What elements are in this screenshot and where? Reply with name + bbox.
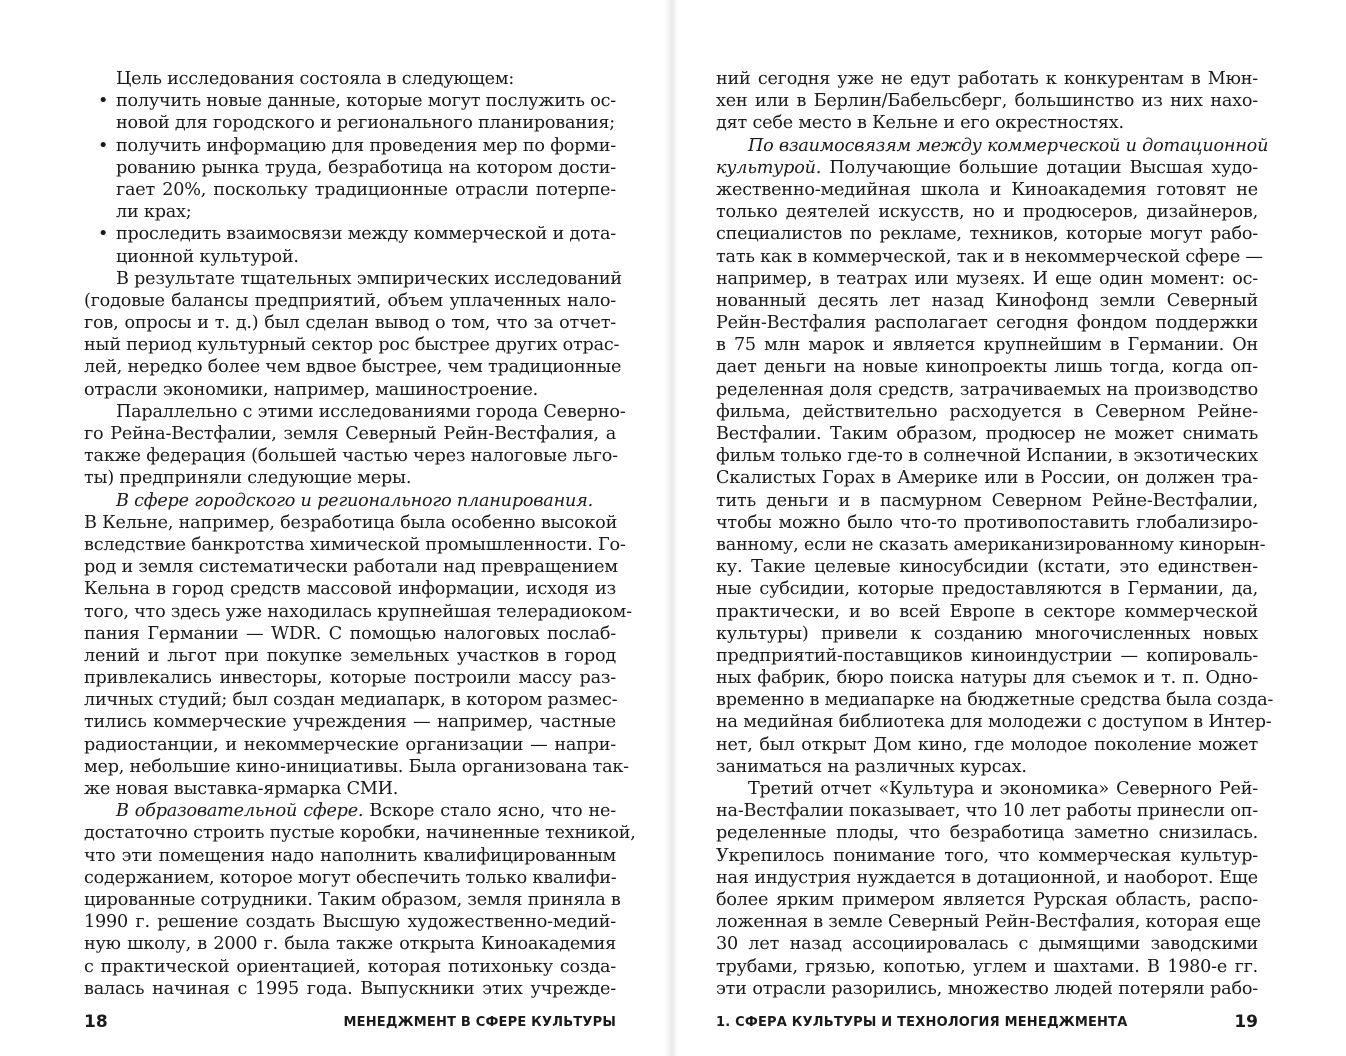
text-line: гов, опросы и т. д.) был сделан вывод о том, что за отчет- xyxy=(84,313,616,334)
text-line: только деятелей искусств, но и продюсеров, дизайнеров, xyxy=(716,202,1258,223)
text-line: специалистов по рекламе, техников, которые могут рабо- xyxy=(716,224,1258,245)
text-line: лений и льгот при покупке земельных участков в город xyxy=(84,645,616,666)
left-page-footer xyxy=(84,1012,616,1036)
text-line: ложенная в земле Северный Рейн-Вестфалия, которая еще xyxy=(716,912,1261,933)
text-line: же новая выставка-ярмарка СМИ. xyxy=(84,779,399,799)
page-number: 18 xyxy=(84,1012,108,1032)
text-line: нованный десять лет назад Кинофонд земли Северный xyxy=(716,290,1258,311)
text-line: цированные сотрудники. Таким образом, земля приняла в xyxy=(84,889,621,910)
line-rest: Получающие большие дотации Высшая худо- xyxy=(821,157,1258,178)
text-line: ная индустрия нуждается в дотационной, и наоборот. Еще xyxy=(716,867,1258,888)
text-line: культуры) привели к созданию многочисленных новых xyxy=(716,623,1258,644)
text-line: го Рейна-Вестфалии, земля Северный Рейн-Вестфалия, а xyxy=(84,424,616,444)
text-line: В сфере городского и регионального планирования. xyxy=(116,490,593,511)
text-line: (годовые балансы предприятий, объем уплаченных нало- xyxy=(84,290,616,311)
text-line: отрасли экономики, например, машиностроение. xyxy=(84,379,539,400)
text-line: мер, небольшие кино-инициативы. Была организована так- xyxy=(84,756,629,777)
text-line: 30 лет назад ассоциировалась с дымящими заводскими xyxy=(716,934,1258,955)
text-line: гает 20%, поскольку традиционные отрасли потерпе- xyxy=(116,179,616,200)
text-line: того, что здесь уже находилась крупнейшая телерадиоком- xyxy=(84,601,632,622)
text-line: с практической ориентацией, которая потихоньку созда- xyxy=(84,956,616,977)
text-line: рованию рынка труда, безработица на котором дости- xyxy=(116,157,616,178)
text-line: содержанием, которое могут обеспечить только квалифи- xyxy=(84,867,617,888)
text-line: ванному, если не сказать американизированному кинорын- xyxy=(716,534,1266,555)
text-line: на-Вестфалии показывает, что 10 лет работы принесли оп- xyxy=(716,801,1258,822)
text-line: чтобы можно было что-то противопоставить глобализиро- xyxy=(716,512,1258,533)
text-line: дят себе место в Кельне и его окрестностях. xyxy=(716,113,1124,134)
text-line: хен или в Берлин/Бабельсберг, большинство из них нахо- xyxy=(716,91,1258,112)
text-line: радиостанции, и некоммерческие организации — напри- xyxy=(84,734,616,755)
text-line: В Кельне, например, безработица была особенно высокой xyxy=(84,512,618,533)
text-line: жественно-медийная школа и Киноакадемия готовят не xyxy=(716,179,1258,200)
right-page xyxy=(716,68,1274,1028)
text-line: род и земля систематически работали над превращением xyxy=(84,557,618,578)
text-line: практически, и во всей Европе в секторе коммерческой xyxy=(716,601,1258,622)
text-line: • получить новые данные, которые могут послужить ос- xyxy=(84,90,616,112)
text-line: Вестфалии. Таким образом, продюсер не может снимать xyxy=(716,424,1258,444)
left-page-text xyxy=(84,68,636,1000)
text-line: новой для городского и регионального планирования; xyxy=(116,113,615,134)
text-line: например, в театрах или музеях. И еще один момент: ос- xyxy=(716,268,1258,289)
text-line: ли крах; xyxy=(116,202,192,223)
text-line: Кельна в город средств массовой информации, исходя из xyxy=(84,579,616,600)
italic-lead: культурой. xyxy=(716,157,822,178)
text-line: достаточно строить пустые коробки, начиненные техникой, xyxy=(84,823,636,844)
text-line: 1990 г. решение создать Высшую художественно-медий- xyxy=(84,912,616,933)
text-line: лей, нередко более чем вдвое быстрее, чем традиционные xyxy=(84,357,622,378)
text-line: Скалистых Горах в Америке или в России, он должен тра- xyxy=(716,468,1258,489)
text-line: ределенные плоды, что безработица заметно снизилась. xyxy=(716,823,1258,844)
text-line: также федерация (большей частью через налоговые льго- xyxy=(84,446,618,467)
text-line: Третий отчет «Культура и экономика» Северного Рей- xyxy=(748,779,1258,799)
text-line xyxy=(716,157,1258,179)
text-line: личных студий; был создан медиапарк, в котором размес- xyxy=(84,690,618,711)
text-line: ределенная доля средств, затрачиваемых на производство xyxy=(716,379,1258,400)
text-line: Укрепилось понимание того, что коммерческая культур- xyxy=(716,845,1258,866)
text-line: ний сегодня уже не едут работать к конкурентам в Мюн- xyxy=(716,69,1258,89)
text-line: • проследить взаимосвязи между коммерческой и дота- xyxy=(84,223,616,245)
text-line: ную школу, в 2000 г. была также открыта Киноакадемия xyxy=(84,934,616,955)
right-page-text xyxy=(716,68,1274,1000)
text-line: ку. Такие целевые киносубсидии (кстати, это единствен- xyxy=(716,557,1258,578)
text-line: • получить информацию для проведения мер по форми- xyxy=(84,135,616,157)
page-number: 19 xyxy=(1234,1012,1258,1032)
line-rest: Вскоре стало ясно, что не- xyxy=(363,801,616,822)
running-head: МЕНЕДЖМЕНТ В СФЕРЕ КУЛЬТУРЫ xyxy=(343,1015,616,1030)
left-page xyxy=(84,68,636,1028)
text-line xyxy=(84,800,616,822)
text-line: предприятий-поставщиков киноиндустрии — копироваль- xyxy=(716,645,1258,666)
running-head: 1. СФЕРА КУЛЬТУРЫ И ТЕХНОЛОГИЯ МЕНЕДЖМЕНТА xyxy=(716,1015,1128,1030)
text-line: В результате тщательных эмпирических исследований xyxy=(116,268,622,289)
text-line: Цель исследования состояла в следующем: xyxy=(116,69,515,89)
text-line: нет, был открыт Дом кино, где молодое поколение может xyxy=(716,734,1258,755)
right-page-footer xyxy=(716,1012,1258,1036)
text-line: привлекались инвесторы, которые построили массу раз- xyxy=(84,668,616,689)
text-line: более ярким примером является Рурская область, распо- xyxy=(716,889,1258,910)
text-line: валась начиная с 1995 года. Выпускники этих учрежде- xyxy=(84,978,616,999)
text-line: ные субсидии, которые предоставляются в Германии, да, xyxy=(716,579,1258,600)
text-line: ционной культурой. xyxy=(116,246,299,267)
text-line: временно в медиапарке на бюджетные средства была созда- xyxy=(716,690,1274,711)
text-line: что эти помещения надо наполнить квалифицированным xyxy=(84,845,616,866)
text-line: фильм только где-то в солнечной Испании, в экзотических xyxy=(716,446,1258,467)
text-line: Параллельно с этими исследованиями города Северно- xyxy=(116,401,626,422)
text-line: заниматься на различных курсах. xyxy=(716,756,1027,777)
text-line: Рейн-Вестфалия располагает сегодня фондом поддержки xyxy=(716,313,1258,334)
text-line: ты) предприняли следующие меры. xyxy=(84,468,412,489)
text-line: тать как в коммерческой, так и в некоммерческой сфере — xyxy=(716,246,1263,267)
text-line: ных фабрик, бюро поиска натуры для съемок и т. п. Одно- xyxy=(716,668,1258,689)
text-line: ный период культурный сектор рос быстрее других отрас- xyxy=(84,335,620,356)
text-line: трубами, грязью, копотью, углем и шахтами. В 1980-е гг. xyxy=(716,956,1258,977)
text-line: на медийная библиотека для молодежи с доступом в Интер- xyxy=(716,712,1272,733)
text-line: По взаимосвязям между коммерческой и дотационной xyxy=(748,135,1269,156)
text-line: эти отрасли разорились, множество людей потеряли рабо- xyxy=(716,978,1258,999)
italic-lead: В образовательной сфере. xyxy=(116,801,364,822)
text-line: тить деньги и в пасмурном Северном Рейне-Вестфалии, xyxy=(716,490,1258,511)
text-line: в 75 млн марок и является крупнейшим в Германии. Он xyxy=(716,335,1258,356)
text-line: тились коммерческие учреждения — например, частные xyxy=(84,712,616,733)
text-line: фильма, действительно расходуется в Северном Рейне- xyxy=(716,401,1258,422)
text-line: дает деньги на новые кинопроекты лишь тогда, когда оп- xyxy=(716,357,1258,378)
book-gutter xyxy=(664,0,678,1056)
text-line: пания Германии — WDR. С помощью налоговых послаб- xyxy=(84,623,616,644)
text-line: вследствие банкротства химической промышленности. Го- xyxy=(84,534,626,555)
